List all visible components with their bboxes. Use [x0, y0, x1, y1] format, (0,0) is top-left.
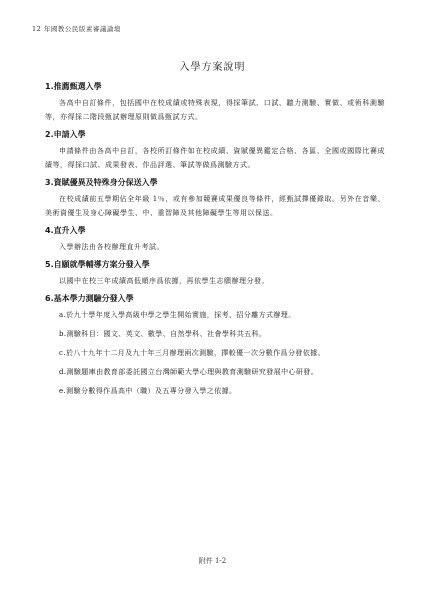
page-header: 12 年國教公民版素審議論壇 — [32, 25, 121, 33]
section-heading: 6.基本學力測驗分發入學 — [45, 294, 134, 303]
section-gifted-guaranteed — [45, 176, 385, 220]
section-heading: 2.申請入學 — [45, 130, 86, 139]
section-application — [45, 128, 385, 172]
section-paragraph: 各高中自訂條件，包括國中在校成績或特殊表現，得採筆試、口試、聽力測驗、實做、或術科測驗等，亦得採二階段甄試辦理原則做爲甄試方式。 — [45, 99, 385, 121]
list-item: e.測驗分數得作爲高中（職）及五專分發入學之依據。 — [59, 387, 237, 395]
section-recommendation — [45, 80, 385, 124]
section-paragraph: 以國中在校三年成績高低順序爲依據，再依學生志願辦理分發。 — [59, 277, 269, 285]
list-item: d.測驗題庫由教育部委託國立台灣師範大學心理與教育測驗研究發展中心研發。 — [59, 368, 319, 376]
section-heading: 3.資賦優異及特殊身分保送入學 — [45, 178, 158, 187]
list-item: c.於八十九年十二月及九十年三月辦理兩次測驗，擇較優一次分數作爲分發依據。 — [59, 349, 325, 357]
section-voluntary-placement — [45, 258, 385, 288]
section-heading: 5.自願就學輔導方案分發入學 — [45, 260, 150, 269]
section-heading: 4.直升入學 — [45, 226, 86, 235]
section-heading: 1.推薦甄選入學 — [45, 82, 102, 91]
section-paragraph: 申請條件由各高中自訂，各校所訂條件如在校成績、資賦優異鑑定合格、各區、全國或國際比賽成績等，得採口試、成果發表、作品評選、筆試等做爲測驗方式。 — [45, 147, 385, 169]
page-footer: 附件 1-2 — [198, 557, 227, 565]
section-paragraph: 在校成績前五學期佔全年級 1％，或有參加競賽成果優良等條件，經甄試擇優錄取。另外在音樂、美術資優生及身心障礙學生、中、重智障及其他障礙學生等用以保送。 — [45, 195, 385, 217]
page-title: 入學方案說明 — [179, 62, 246, 73]
list-item: a.於九十學年度入學高級中學之學生開始實施，採考、招分離方式辦理。 — [59, 311, 296, 319]
list-item: b.測驗科目：國文、英文、數學、自然學科、社會學科共五科。 — [59, 330, 267, 338]
document-body — [45, 80, 385, 403]
section-basic-competence-test — [45, 292, 385, 398]
section-paragraph: 入學辦法由各校辦理直升考試。 — [59, 243, 164, 251]
section-direct-promotion — [45, 224, 385, 254]
